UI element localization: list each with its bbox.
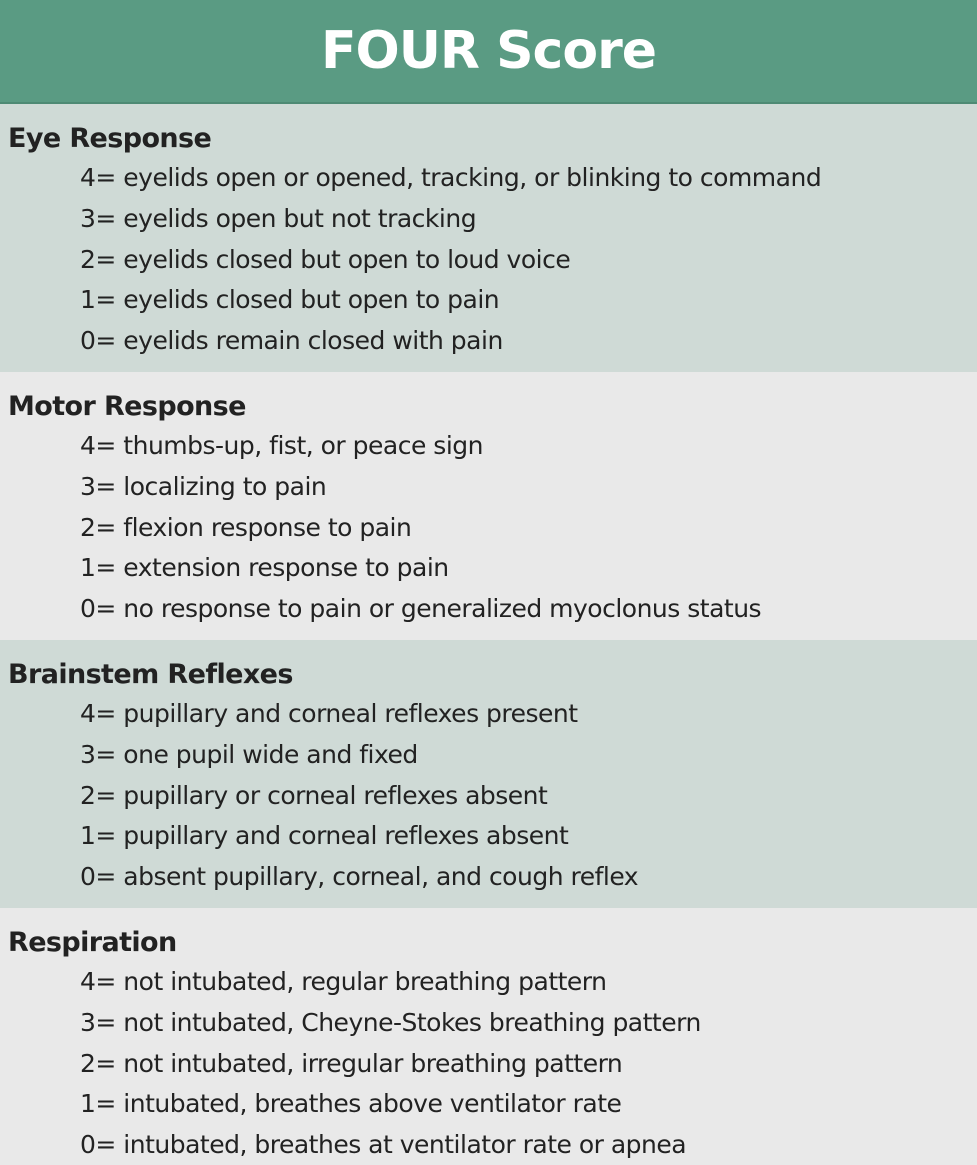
- score-item: 1= eyelids closed but open to pain: [80, 285, 500, 315]
- score-list: [8, 962, 977, 1165]
- page-title: FOUR Score: [320, 21, 656, 81]
- section-heading: Brainstem Reflexes: [8, 659, 293, 690]
- score-item: 0= intubated, breathes at ventilator rate or apnea: [80, 1130, 687, 1160]
- section-heading: Motor Response: [8, 391, 246, 422]
- score-item: 3= not intubated, Cheyne-Stokes breathing pattern: [80, 1007, 701, 1037]
- score-item: 4= thumbs-up, fist, or peace sign: [80, 431, 483, 460]
- score-item: 1= pupillary and corneal reflexes absent: [80, 821, 569, 851]
- score-item: 0= eyelids remain closed with pain: [80, 326, 503, 356]
- section-heading: Eye Response: [8, 123, 212, 154]
- section-eye-response: [0, 104, 977, 372]
- score-list: [8, 694, 977, 898]
- score-item: 1= intubated, breathes above ventilator rate: [80, 1089, 622, 1119]
- score-list: [8, 158, 977, 362]
- score-item: 3= localizing to pain: [80, 471, 327, 501]
- score-list: [8, 426, 977, 630]
- score-item: 0= absent pupillary, corneal, and cough reflex: [80, 862, 639, 892]
- title-bar: [0, 0, 977, 104]
- score-item: 0= no response to pain or generalized myoclonus status: [80, 594, 762, 624]
- score-item: 1= extension response to pain: [80, 553, 449, 583]
- section-brainstem-reflexes: [0, 640, 977, 908]
- score-item: 3= one pupil wide and fixed: [80, 739, 418, 769]
- score-item: 2= flexion response to pain: [80, 512, 412, 542]
- score-item: 2= not intubated, irregular breathing pattern: [80, 1048, 623, 1078]
- score-item: 2= pupillary or corneal reflexes absent: [80, 780, 548, 810]
- score-item: 4= not intubated, regular breathing pattern: [80, 967, 607, 996]
- score-item: 3= eyelids open but not tracking: [80, 203, 477, 233]
- score-item: 2= eyelids closed but open to loud voice: [80, 244, 571, 274]
- score-item: 4= eyelids open or opened, tracking, or blinking to command: [80, 163, 822, 192]
- score-item: 4= pupillary and corneal reflexes present: [80, 699, 578, 728]
- section-motor-response: [0, 372, 977, 640]
- section-respiration: [0, 908, 977, 1165]
- section-heading: Respiration: [8, 927, 177, 958]
